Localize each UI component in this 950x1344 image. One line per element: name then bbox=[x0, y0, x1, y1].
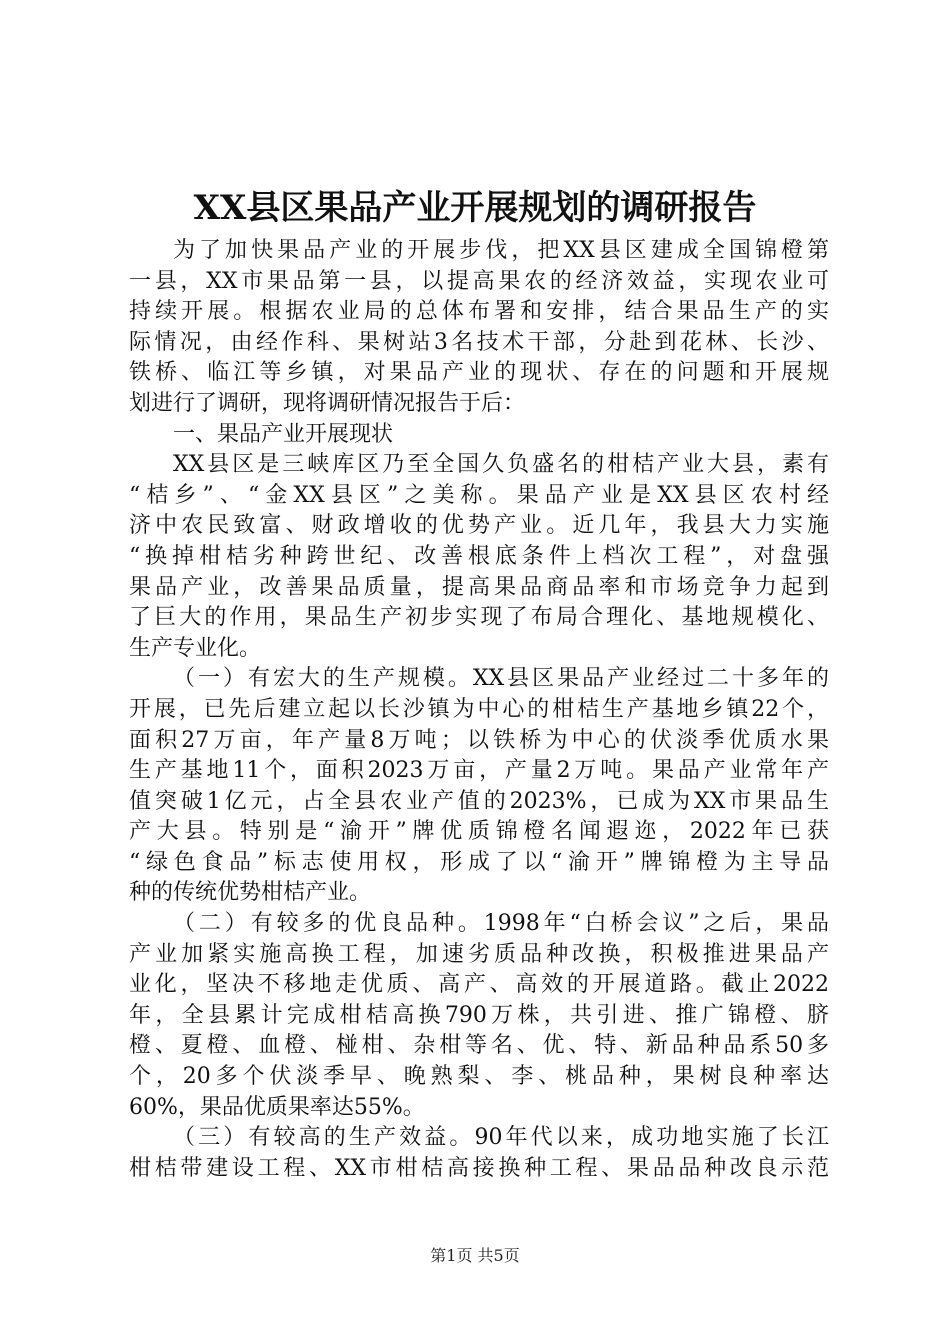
body-line: （一）有宏大的生产规模。XX县区果品产业经过二十多年的 bbox=[173, 666, 829, 692]
body-line: 面积27万亩，年产量8万吨；以铁桥为中心的伏淡季优质水果 bbox=[129, 727, 829, 753]
body-line: “绿色食品”标志使用权，形成了以“渝开”牌锦橙为主导品 bbox=[129, 849, 829, 875]
body-line: 60%，果品优质果率达55%。 bbox=[129, 1094, 425, 1120]
body-line: （二）有较多的优良品种。1998年“白桥会议”之后，果品 bbox=[173, 911, 829, 937]
body-line: 果品产业，改善果品质量，提高果品商品率和市场竞争力起到 bbox=[129, 574, 829, 600]
body-line: 业化，坚决不移地走优质、高产、高效的开展道路。截止2022 bbox=[129, 972, 829, 998]
page-number: 第1页 共5页 bbox=[430, 1246, 520, 1265]
body-line: “桔乡”、“金XX县区”之美称。果品产业是XX县区农村经 bbox=[129, 482, 829, 508]
document-title: XX县区果品产业开展规划的调研报告 bbox=[193, 188, 757, 228]
body-line: 了巨大的作用，果品生产初步实现了布局合理化、基地规模化、 bbox=[129, 605, 829, 631]
section-heading: 一、果品产业开展现状 bbox=[173, 421, 394, 447]
body-line: 开展，已先后建立起以长沙镇为中心的柑桔生产基地乡镇22个， bbox=[129, 696, 829, 722]
body-line: 年，全县累计完成柑桔高换790万株，共引进、推广锦橙、脐 bbox=[129, 1002, 829, 1028]
body-line: 划进行了调研，现将调研情况报告于后： bbox=[129, 390, 526, 416]
body-line: XX县区是三峡库区乃至全国久负盛名的柑桔产业大县，素有 bbox=[173, 452, 829, 478]
body-line: 生产专业化。 bbox=[129, 635, 262, 661]
body-line: 种的传统优势柑桔产业。 bbox=[129, 880, 372, 906]
body-line: 产大县。特别是“渝开”牌优质锦橙名闻遐迩，2022年已获 bbox=[129, 819, 829, 845]
body-line: 际情况，由经作科、果树站3名技术干部，分赴到花林、长沙、 bbox=[129, 329, 829, 355]
body-line: （三）有较高的生产效益。90年代以来，成功地实施了长江 bbox=[173, 1125, 829, 1151]
body-line: 产业加紧实施高换工程，加速劣质品种改换，积极推进果品产 bbox=[129, 941, 829, 967]
body-line: 个，20多个伏淡季早、晚熟梨、李、桃品种，果树良种率达 bbox=[129, 1064, 829, 1090]
body-line: 橙、夏橙、血橙、椪柑、杂柑等名、优、特、新品种品系50多 bbox=[129, 1033, 829, 1059]
body-line: 柑桔带建设工程、XX市柑桔高接换种工程、果品品种改良示范 bbox=[129, 1155, 829, 1181]
body-line: 值突破1亿元，占全县农业产值的2023%，已成为XX市果品生 bbox=[129, 788, 829, 814]
body-line: 济中农民致富、财政增收的优势产业。近几年，我县大力实施 bbox=[129, 513, 829, 539]
body-line: 一县，XX市果品第一县，以提高果农的经济效益，实现农业可 bbox=[129, 268, 829, 294]
document-body bbox=[129, 236, 829, 1184]
body-line: “换掉柑桔劣种跨世纪、改善根底条件上档次工程”，对盘强 bbox=[129, 543, 829, 569]
body-line: 生产基地11个，面积2023万亩，产量2万吨。果品产业常年产 bbox=[129, 758, 829, 784]
body-line: 为了加快果品产业的开展步伐，把XX县区建成全国锦橙第 bbox=[173, 238, 829, 263]
body-line: 持续开展。根据农业局的总体布署和安排，结合果品生产的实 bbox=[129, 299, 829, 325]
body-line: 铁桥、临江等乡镇，对果品产业的现状、存在的问题和开展规 bbox=[129, 360, 829, 386]
